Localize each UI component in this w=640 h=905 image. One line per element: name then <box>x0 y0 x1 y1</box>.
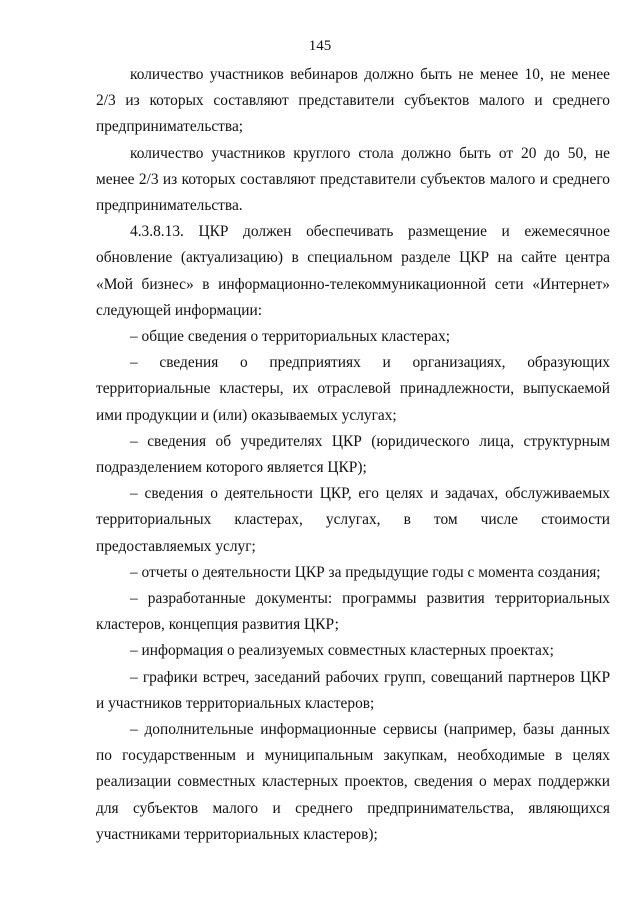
list-item-activity-info: – сведения о деятельности ЦКР, его целях и задачах, обслуживаемых территориальных кластерах, услугах, в том числе стоимости предоставляемых услуг; <box>96 485 610 555</box>
list-item-schedules: – графики встреч, заседаний рабочих групп, совещаний партнеров ЦКР и участников территориальных кластеров; <box>96 668 610 712</box>
list-item-founders-info: – сведения об учредителях ЦКР (юридического лица, структурным подразделением которого является ЦКР); <box>96 432 610 477</box>
list-item-enterprises-info: – сведения о предприятиях и организациях, образующих территориальные кластеры, их отраслевой принадлежности, выпускаемой ими продукции и (или) оказываемых услугах; <box>96 354 610 424</box>
list-item-documents: – разработанные документы: программы развития территориальных кластеров, концепция развития ЦКР; <box>96 590 610 634</box>
list-item-general-info: – общие сведения о территориальных кластерах; <box>130 328 451 346</box>
list-item-projects: – информация о реализуемых совместных кластерных проектах; <box>130 642 554 660</box>
list-item-reports: – отчеты о деятельности ЦКР за предыдущие годы с момента создания; <box>130 563 601 581</box>
paragraph-webinar-participants: количество участников вебинаров должно быть не менее 10, не менее 2/3 из которых составляют представители субъектов малого и среднего предпринимательства; <box>96 66 610 136</box>
list-item-info-services: – дополнительные информационные сервисы (например, базы данных по государственным и муниципальным закупкам, необходимые в целях реализации совместных кластерных проектов, сведения о мерах поддержки для субъектов малого и среднего предпринимательства, являющихся участниками территориальных кластеров); <box>96 721 610 843</box>
page-number: 145 <box>308 38 332 54</box>
document-body <box>96 62 610 848</box>
paragraph-round-table-participants: количество участников круглого стола должно быть от 20 до 50, не менее 2/3 из которых составляют представители субъектов малого и среднего предпринимательства. <box>96 144 610 215</box>
paragraph-section-4-3-8-13: 4.3.8.13. ЦКР должен обеспечивать размещение и ежемесячное обновление (актуализацию) в специальном разделе ЦКР на сайте центра «Мой бизнес» в информационно-телекоммуникационной сети «Интернет» следующей информации: <box>96 223 610 319</box>
